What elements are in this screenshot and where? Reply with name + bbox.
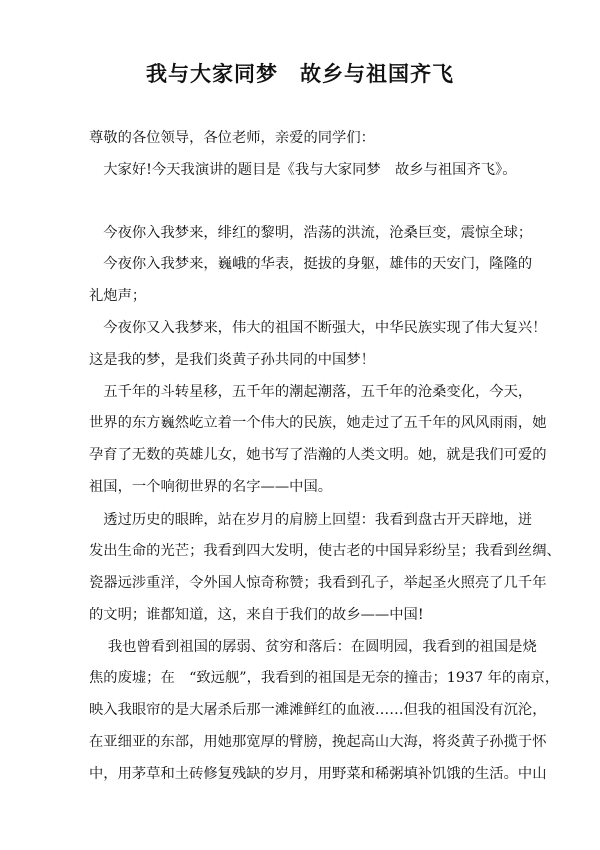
document-title: 我与大家同梦 故乡与祖国齐飞 — [146, 61, 454, 86]
text-line: 尊敬的各位领导，各位老师，亲爱的同学们： — [89, 130, 375, 146]
text-line: 中，用茅草和土砖修复残缺的岁月，用野菜和稀粥填补饥饿的生活。中山 — [89, 766, 547, 782]
text-line: 在亚细亚的东部，用她那宽厚的臂膀，挽起高山大海，将炎黄子孙揽于怀 — [89, 734, 547, 750]
text-line: 礼炮声； — [89, 288, 147, 304]
text-line: 透过历史的眼眸，站在岁月的肩膀上回望：我看到盘古开天辟地，迸 — [89, 512, 533, 528]
text-line: 今夜你入我梦来，绯红的黎明，浩荡的洪流，沧桑巨变，震惊全球； — [89, 225, 533, 241]
text-line: 焦的废墟；在 “致远舰”，我看到的祖国是无奈的撞击；1937 年的南京， — [89, 670, 560, 686]
text-line: 的文明；谁都知道，这，来自于我们的故乡——中国! — [89, 607, 424, 623]
text-line: 大家好!今天我演讲的题目是《我与大家同梦 故乡与祖国齐飞》。 — [89, 162, 517, 178]
text-line: 今夜你又入我梦来，伟大的祖国不断强大，中华民族实现了伟大复兴！ — [89, 320, 547, 336]
text-line: 五千年的斗转星移，五千年的潮起潮落，五千年的沧桑变化，今天， — [89, 384, 533, 400]
text-line: 我也曾看到祖国的孱弱、贫穷和落后：在圆明园，我看到的祖国是烧 — [89, 639, 537, 655]
text-line: 这是我的梦，是我们炎黄子孙共同的中国梦！ — [89, 352, 375, 368]
text-line: 祖国，一个响彻世界的名字——中国。 — [89, 479, 333, 495]
text-line: 孕育了无数的英雄儿女，她书写了浩瀚的人类文明。她，就是我们可爱的 — [89, 447, 547, 463]
text-line: 发出生命的光芒；我看到四大发明，使古老的中国异彩纷呈；我看到丝绸、 — [89, 543, 561, 559]
text-line: 世界的东方巍然屹立着一个伟大的民族，她走过了五千年的风风雨雨，她 — [89, 415, 547, 431]
text-line: 映入我眼帘的是大屠杀后那一滩滩鲜红的血液……但我的祖国没有沉沦， — [89, 702, 547, 718]
text-line: 瓷器远涉重洋，令外国人惊奇称赞；我看到孔子，举起圣火照亮了几千年 — [89, 575, 547, 591]
text-line: 今夜你入我梦来，巍峨的华表，挺拔的身躯，雄伟的天安门，隆隆的 — [89, 256, 533, 272]
